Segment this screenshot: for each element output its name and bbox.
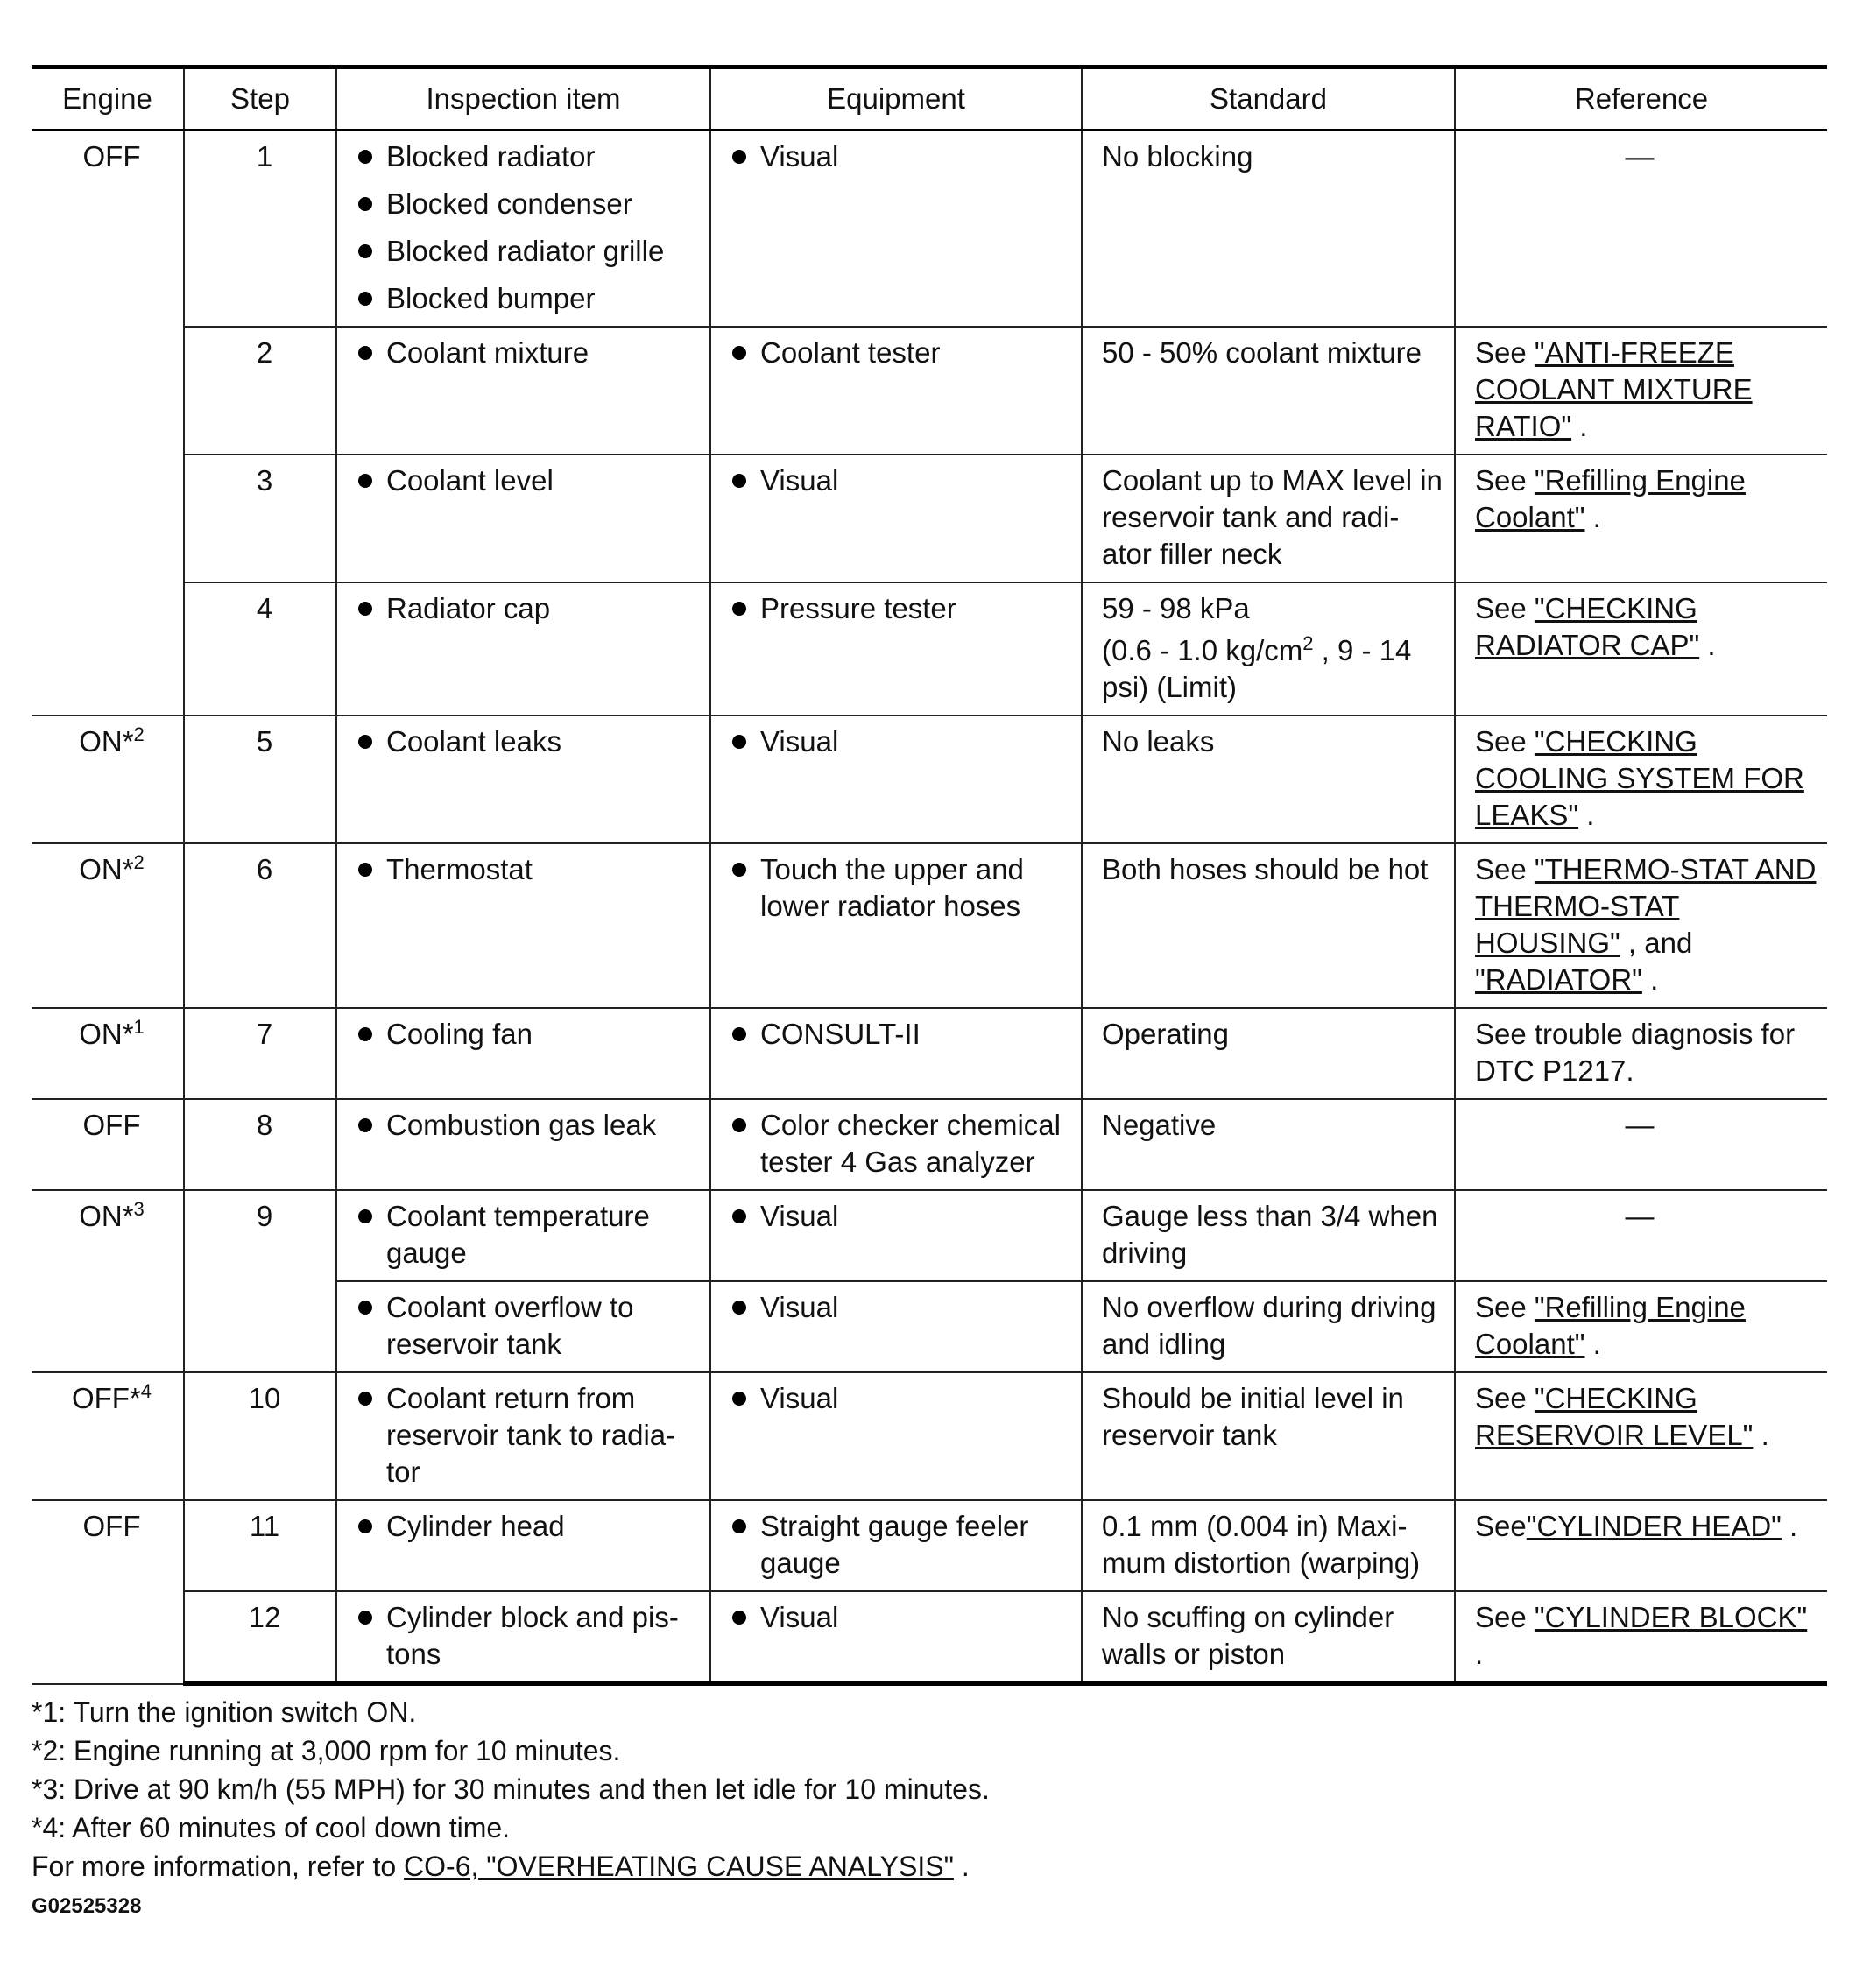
table-row: [32, 130, 1827, 328]
equipment-item: Visual: [730, 1289, 1070, 1326]
reference-prefix: See: [1475, 725, 1535, 758]
table-row: [32, 1372, 1827, 1500]
step-cell: 6: [184, 843, 336, 1008]
reference-cell: [1455, 1190, 1827, 1281]
reference-prefix: See: [1475, 853, 1535, 885]
engine-state: OFF: [82, 1109, 141, 1141]
engine-cell: [32, 843, 184, 1008]
step-cell: 5: [184, 716, 336, 843]
equipment-item: Touch the upper and lower radiator hoses: [730, 851, 1070, 925]
inspection-item-cell: [336, 582, 710, 716]
reference-cell: [1455, 130, 1827, 328]
equipment-cell: [710, 327, 1082, 455]
reference-link[interactable]: "CHECKING RADIATOR CAP": [1475, 592, 1700, 661]
inspection-item-cell: [336, 1008, 710, 1099]
step-cell: 4: [184, 582, 336, 716]
standard-pressure-alt: [1102, 632, 1443, 706]
reference-suffix: .: [1641, 963, 1659, 996]
step-cell: 12: [184, 1591, 336, 1684]
table-row: [32, 1099, 1827, 1190]
engine-footnote-ref: 2: [133, 723, 145, 745]
engine-state: ON*: [79, 1200, 134, 1232]
equipment-item: Visual: [730, 1599, 1070, 1636]
reference-cell: [1455, 716, 1827, 843]
standard-cell: Should be initial level in reservoir tank: [1082, 1372, 1455, 1500]
engine-state: ON*: [79, 853, 134, 885]
standard-cell: Both hoses should be hot: [1082, 843, 1455, 1008]
reference-link[interactable]: "Refilling Engine Coolant": [1475, 1291, 1746, 1360]
reference-cell: [1455, 327, 1827, 455]
reference-prefix: See: [1475, 336, 1535, 369]
standard-cell: 50 - 50% coolant mixture: [1082, 327, 1455, 455]
inspection-item-cell: [336, 1190, 710, 1281]
inspection-item: Blocked radiator: [356, 138, 699, 175]
reference-suffix: .: [1584, 1328, 1601, 1360]
reference-suffix: .: [1475, 1638, 1484, 1670]
reference-dash: —: [1625, 1200, 1655, 1232]
table-row: [32, 1591, 1827, 1684]
equipment-cell: [710, 843, 1082, 1008]
engine-state: OFF: [82, 140, 141, 173]
footnote-1: *1: Turn the ignition switch ON.: [32, 1696, 417, 1728]
equipment-cell: [710, 1281, 1082, 1372]
inspection-item-cell: [336, 1281, 710, 1372]
inspection-item: Radiator cap: [356, 590, 699, 627]
standard-superscript: 2: [1302, 632, 1314, 654]
equipment-cell: [710, 716, 1082, 843]
table-row: [32, 1008, 1827, 1099]
reference-suffix: .: [1584, 501, 1601, 533]
equipment-item: Pressure tester: [730, 590, 1070, 627]
reference-prefix: See: [1475, 1510, 1527, 1542]
reference-prefix: See: [1475, 1291, 1535, 1323]
more-info-suffix: .: [953, 1851, 970, 1882]
equipment-cell: [710, 1500, 1082, 1591]
engine-footnote-ref: 1: [133, 1016, 145, 1038]
step-cell: 10: [184, 1372, 336, 1500]
inspection-item: Blocked condenser: [356, 186, 699, 222]
engine-cell: [32, 1008, 184, 1099]
inspection-item: Coolant leaks: [356, 723, 699, 760]
inspection-item-cell: [336, 1372, 710, 1500]
equipment-item: Straight gauge feeler gauge: [730, 1508, 1070, 1582]
reference-link[interactable]: "CHECKING COOLING SYSTEM FOR LEAKS": [1475, 725, 1804, 831]
engine-cell: [32, 716, 184, 843]
footnote-4: *4: After 60 minutes of cool down time.: [32, 1812, 511, 1843]
engine-cell: [32, 1190, 184, 1372]
inspection-item: Cylinder head: [356, 1508, 699, 1545]
footnote-3: *3: Drive at 90 km/h (55 MPH) for 30 minutes and then let idle for 10 minutes.: [32, 1773, 990, 1805]
inspection-item-cell: [336, 716, 710, 843]
table-row: [32, 582, 1827, 716]
table-row: [32, 843, 1827, 1008]
inspection-item-cell: [336, 455, 710, 582]
standard-pressure-kpa: 59 - 98 kPa: [1102, 592, 1250, 624]
engine-cell: [32, 1099, 184, 1190]
inspection-item: Blocked radiator grille: [356, 233, 699, 270]
reference-dash: —: [1625, 1109, 1655, 1141]
more-info-line: [32, 1847, 1827, 1886]
reference-link[interactable]: "THERMO-STAT AND THERMO-STAT HOUSING": [1475, 853, 1817, 959]
standard-cell: [1082, 582, 1455, 716]
inspection-item-cell: [336, 130, 710, 328]
equipment-cell: [710, 130, 1082, 328]
reference-suffix: .: [1578, 799, 1595, 831]
inspection-item: Coolant overflow to reservoir tank: [356, 1289, 699, 1363]
inspection-item: Coolant mixture: [356, 335, 699, 371]
equipment-cell: [710, 1591, 1082, 1684]
equipment-item: CONSULT-II: [730, 1016, 1070, 1053]
equipment-item: Visual: [730, 462, 1070, 499]
reference-cell: [1455, 1500, 1827, 1591]
engine-footnote-ref: 2: [133, 851, 145, 873]
standard-pressure-alt-post: , 9 - 14 psi) (Limit): [1102, 634, 1412, 703]
engine-footnote-ref: 4: [140, 1380, 152, 1402]
reference-cell: [1455, 1591, 1827, 1684]
step-cell: 9: [184, 1190, 336, 1372]
engine-cell: [32, 1372, 184, 1500]
engine-state: OFF*: [71, 1382, 141, 1414]
table-row: [32, 327, 1827, 455]
engine-state: OFF: [82, 1510, 141, 1542]
inspection-item: Thermostat: [356, 851, 699, 888]
inspection-item-cell: [336, 1099, 710, 1190]
footnotes: [32, 1693, 1827, 1886]
engine-cell: [32, 130, 184, 716]
figure-id: G02525328: [32, 1894, 142, 1918]
reference-prefix: See: [1475, 1382, 1535, 1414]
inspection-item: Blocked bumper: [356, 280, 699, 317]
table-header-row: [32, 67, 1827, 130]
header-standard: Standard: [1082, 67, 1455, 130]
more-info-link[interactable]: CO-6, "OVERHEATING CAUSE ANALYSIS": [404, 1851, 954, 1882]
equipment-cell: [710, 1372, 1082, 1500]
equipment-cell: [710, 1099, 1082, 1190]
equipment-item: Visual: [730, 1380, 1070, 1417]
equipment-cell: [710, 582, 1082, 716]
equipment-item: Coolant tester: [730, 335, 1070, 371]
reference-cell: [1455, 455, 1827, 582]
inspection-item: Coolant temperature gauge: [356, 1198, 699, 1272]
equipment-item: Visual: [730, 1198, 1070, 1235]
inspection-item-cell: [336, 1500, 710, 1591]
inspection-item: Coolant return from reservoir tank to radia-tor: [356, 1380, 699, 1491]
reference-link[interactable]: "CHECKING RESERVOIR LEVEL": [1475, 1382, 1754, 1451]
equipment-cell: [710, 1008, 1082, 1099]
step-cell: 8: [184, 1099, 336, 1190]
inspection-item-cell: [336, 843, 710, 1008]
header-inspection-item: Inspection item: [336, 67, 710, 130]
standard-cell: Gauge less than 3/4 when driving: [1082, 1190, 1455, 1281]
engine-cell: [32, 1500, 184, 1684]
engine-footnote-ref: 3: [133, 1198, 145, 1220]
reference-suffix: .: [1753, 1419, 1769, 1451]
equipment-item: Color checker chemical tester 4 Gas analyzer: [730, 1107, 1070, 1181]
inspection-table: [32, 65, 1827, 1686]
header-equipment: Equipment: [710, 67, 1082, 130]
standard-cell: 0.1 mm (0.004 in) Maxi-mum distortion (warping): [1082, 1500, 1455, 1591]
standard-cell: No leaks: [1082, 716, 1455, 843]
step-cell: 7: [184, 1008, 336, 1099]
reference-link[interactable]: "CYLINDER HEAD": [1526, 1510, 1782, 1542]
standard-cell: No overflow during driving and idling: [1082, 1281, 1455, 1372]
equipment-cell: [710, 455, 1082, 582]
standard-cell: No scuffing on cylinder walls or piston: [1082, 1591, 1455, 1684]
standard-cell: Negative: [1082, 1099, 1455, 1190]
table-row: [32, 455, 1827, 582]
inspection-item-cell: [336, 327, 710, 455]
reference-link[interactable]: "Refilling Engine Coolant": [1475, 464, 1746, 533]
header-engine: Engine: [32, 67, 184, 130]
reference-cell: [1455, 1099, 1827, 1190]
reference-cell: See trouble diagnosis for DTC P1217.: [1455, 1008, 1827, 1099]
reference-cell: [1455, 843, 1827, 1008]
reference-suffix: .: [1699, 629, 1716, 661]
equipment-item: Visual: [730, 723, 1070, 760]
reference-prefix: See: [1475, 1601, 1535, 1633]
header-step: Step: [184, 67, 336, 130]
reference-cell: [1455, 582, 1827, 716]
more-info-prefix: For more information, refer to: [32, 1851, 405, 1882]
reference-suffix: .: [1781, 1510, 1798, 1542]
standard-pressure-alt-pre: (0.6 - 1.0 kg/cm: [1102, 634, 1303, 666]
overheating-inspection-sheet: [32, 65, 1827, 1919]
reference-suffix: .: [1571, 410, 1588, 442]
step-cell: 2: [184, 327, 336, 455]
inspection-item-cell: [336, 1591, 710, 1684]
reference-joiner: , and: [1620, 927, 1693, 959]
inspection-item: Combustion gas leak: [356, 1107, 699, 1144]
equipment-cell: [710, 1190, 1082, 1281]
header-reference: Reference: [1455, 67, 1827, 130]
standard-cell: Operating: [1082, 1008, 1455, 1099]
step-cell: 3: [184, 455, 336, 582]
step-cell: 1: [184, 130, 336, 328]
inspection-item: Coolant level: [356, 462, 699, 499]
table-row: [32, 1500, 1827, 1591]
reference-cell: [1455, 1372, 1827, 1500]
equipment-item: Visual: [730, 138, 1070, 175]
inspection-item: Cylinder block and pis-tons: [356, 1599, 699, 1673]
reference-link-radiator[interactable]: "RADIATOR": [1475, 963, 1642, 996]
engine-state: ON*: [79, 1018, 134, 1050]
inspection-item: Cooling fan: [356, 1016, 699, 1053]
reference-link[interactable]: "CYLINDER BLOCK": [1534, 1601, 1808, 1633]
standard-cell: Coolant up to MAX level in reservoir tank and radi-ator filler neck: [1082, 455, 1455, 582]
table-row: [32, 716, 1827, 843]
engine-state: ON*: [79, 725, 134, 758]
reference-prefix: See: [1475, 592, 1535, 624]
reference-dash: —: [1625, 140, 1655, 173]
reference-link[interactable]: "ANTI-FREEZE COOLANT MIXTURE RATIO": [1475, 336, 1753, 442]
step-cell: 11: [184, 1500, 336, 1591]
table-row: [32, 1190, 1827, 1281]
reference-cell: [1455, 1281, 1827, 1372]
reference-prefix: See: [1475, 464, 1535, 497]
footnote-2: *2: Engine running at 3,000 rpm for 10 minutes.: [32, 1735, 621, 1766]
standard-cell: No blocking: [1082, 130, 1455, 328]
